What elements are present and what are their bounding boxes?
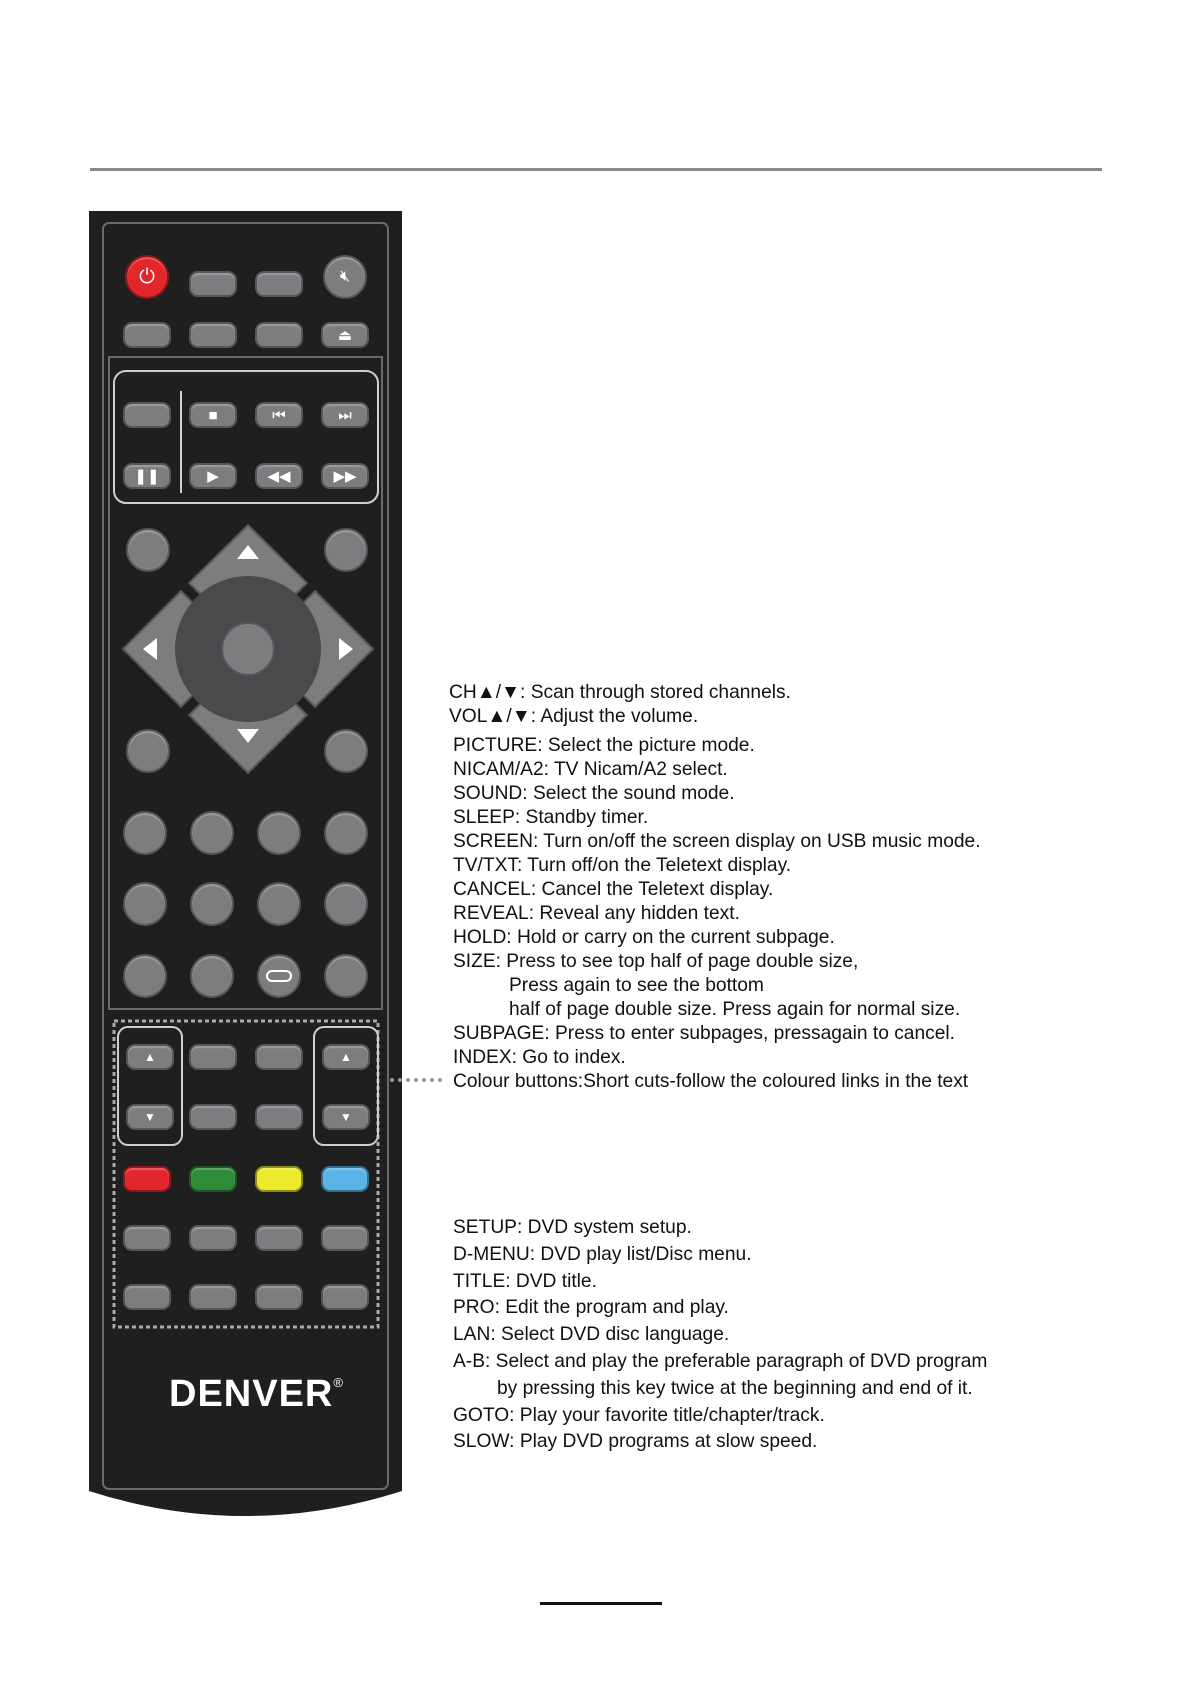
up-arrow-icon: ▲	[144, 1050, 156, 1064]
ch-down-button[interactable]	[126, 1104, 174, 1130]
ch-up-button[interactable]	[126, 1044, 174, 1070]
desc-line: SUBPAGE: Press to enter subpages, pressagain to cancel.	[453, 1023, 955, 1044]
blue-button[interactable]	[321, 1166, 369, 1192]
number-button[interactable]	[324, 882, 368, 926]
desc-line: TV/TXT: Turn off/on the Teletext display.	[453, 855, 792, 876]
play-button[interactable]	[189, 463, 237, 489]
desc-line: SLEEP: Standby timer.	[453, 807, 649, 828]
rewind-button[interactable]	[255, 463, 303, 489]
desc-line: GOTO: Play your favorite title/chapter/track.	[453, 1404, 825, 1426]
top-rule	[90, 168, 1102, 171]
desc-line: SOUND: Select the sound mode.	[453, 783, 735, 804]
remote-button[interactable]	[255, 1044, 303, 1070]
dvd-button[interactable]	[189, 1225, 237, 1251]
remote-button[interactable]	[255, 322, 303, 348]
remote-button[interactable]	[324, 729, 368, 773]
brand-logo: DENVER®	[169, 1373, 344, 1415]
dvd-button[interactable]	[321, 1284, 369, 1310]
down-arrow-icon: ▼	[144, 1110, 156, 1124]
desc-line: by pressing this key twice at the beginning and end of it.	[497, 1377, 973, 1399]
desc-line: SIZE: Press to see top half of page double size,	[453, 951, 859, 972]
yellow-button[interactable]	[255, 1166, 303, 1192]
down-arrow-icon: ▼	[340, 1110, 352, 1124]
vol-line: VOL▲/▼: Adjust the volume.	[449, 706, 699, 727]
eject-button[interactable]	[321, 322, 369, 348]
next-button[interactable]	[321, 402, 369, 428]
dvd-description-list	[453, 1215, 987, 1456]
number-button[interactable]	[190, 882, 234, 926]
up-arrow-icon: ▲	[340, 1050, 352, 1064]
next-track-icon: ⏭	[338, 406, 352, 424]
dvd-button[interactable]	[255, 1284, 303, 1310]
stop-button[interactable]	[189, 402, 237, 428]
desc-line: NICAM/A2: TV Nicam/A2 select.	[453, 759, 728, 780]
remote-control	[89, 211, 402, 1521]
number-button[interactable]	[257, 811, 301, 855]
desc-line: Press again to see the bottom	[509, 975, 764, 996]
power-icon: ⏻	[139, 266, 155, 288]
fast-forward-icon: ▶▶	[333, 467, 357, 485]
vol-up-button[interactable]	[322, 1044, 370, 1070]
previous-track-icon: ⏮	[272, 406, 286, 424]
remote-button[interactable]	[126, 729, 170, 773]
number-button[interactable]	[257, 882, 301, 926]
desc-line: SETUP: DVD system setup.	[453, 1217, 692, 1238]
remote-button[interactable]	[126, 528, 170, 572]
number-button[interactable]	[123, 882, 167, 926]
number-button[interactable]	[123, 954, 167, 998]
desc-line: SLOW: Play DVD programs at slow speed.	[453, 1431, 818, 1453]
callout-connector	[390, 1078, 442, 1082]
desc-line: PRO: Edit the program and play.	[453, 1297, 729, 1319]
number-button[interactable]	[123, 811, 167, 855]
dvd-button[interactable]	[189, 1284, 237, 1310]
remote-button[interactable]	[189, 322, 237, 348]
desc-line: SCREEN: Turn on/off the screen display on USB music mode.	[453, 831, 981, 852]
rewind-icon: ◀◀	[267, 467, 291, 485]
desc-line: REVEAL: Reveal any hidden text.	[453, 903, 740, 924]
ch-line: CH▲/▼: Scan through stored channels.	[449, 682, 791, 703]
green-button[interactable]	[189, 1166, 237, 1192]
dvd-button[interactable]	[123, 1225, 171, 1251]
remote-button[interactable]	[255, 1104, 303, 1130]
fast-forward-button[interactable]	[321, 463, 369, 489]
ch-vol-description	[449, 681, 791, 729]
remote-button[interactable]	[255, 271, 303, 297]
remote-button[interactable]	[123, 402, 171, 428]
mute-icon: 🔇︎	[339, 268, 351, 285]
play-icon: ▶	[207, 467, 219, 485]
dvd-button[interactable]	[255, 1225, 303, 1251]
red-button[interactable]	[123, 1166, 171, 1192]
dvd-button[interactable]	[123, 1284, 171, 1310]
bottom-rule	[540, 1602, 662, 1605]
desc-line: TITLE: DVD title.	[453, 1270, 597, 1292]
desc-line: CANCEL: Cancel the Teletext display.	[453, 879, 774, 900]
power-button[interactable]	[125, 255, 169, 299]
number-button[interactable]	[324, 811, 368, 855]
return-button[interactable]	[257, 954, 301, 998]
desc-line: D-MENU: DVD play list/Disc menu.	[453, 1243, 752, 1265]
eject-icon: ⏏	[337, 326, 353, 344]
remote-button[interactable]	[189, 271, 237, 297]
remote-button[interactable]	[324, 528, 368, 572]
stop-icon: ■	[208, 406, 218, 424]
remote-button[interactable]	[123, 322, 171, 348]
desc-line: Colour buttons:Short cuts-follow the coloured links in the text	[453, 1071, 969, 1092]
pause-icon: ❚❚	[134, 467, 160, 485]
desc-line: A-B: Select and play the preferable paragraph of DVD program	[453, 1350, 988, 1372]
number-button[interactable]	[190, 954, 234, 998]
remote-button[interactable]	[189, 1104, 237, 1130]
return-icon	[266, 970, 292, 982]
pause-button[interactable]	[123, 463, 171, 489]
tv-description-list	[453, 734, 981, 1094]
ok-button[interactable]	[222, 623, 274, 675]
dvd-button[interactable]	[321, 1225, 369, 1251]
number-button[interactable]	[190, 811, 234, 855]
previous-button[interactable]	[255, 402, 303, 428]
vol-down-button[interactable]	[322, 1104, 370, 1130]
desc-line: INDEX: Go to index.	[453, 1047, 626, 1068]
desc-line: half of page double size. Press again for normal size.	[509, 999, 961, 1020]
remote-button[interactable]	[189, 1044, 237, 1070]
desc-line: LAN: Select DVD disc language.	[453, 1324, 730, 1346]
desc-line: PICTURE: Select the picture mode.	[453, 735, 755, 756]
desc-line: HOLD: Hold or carry on the current subpage.	[453, 927, 835, 948]
number-button[interactable]	[324, 954, 368, 998]
mute-button[interactable]	[323, 255, 367, 299]
